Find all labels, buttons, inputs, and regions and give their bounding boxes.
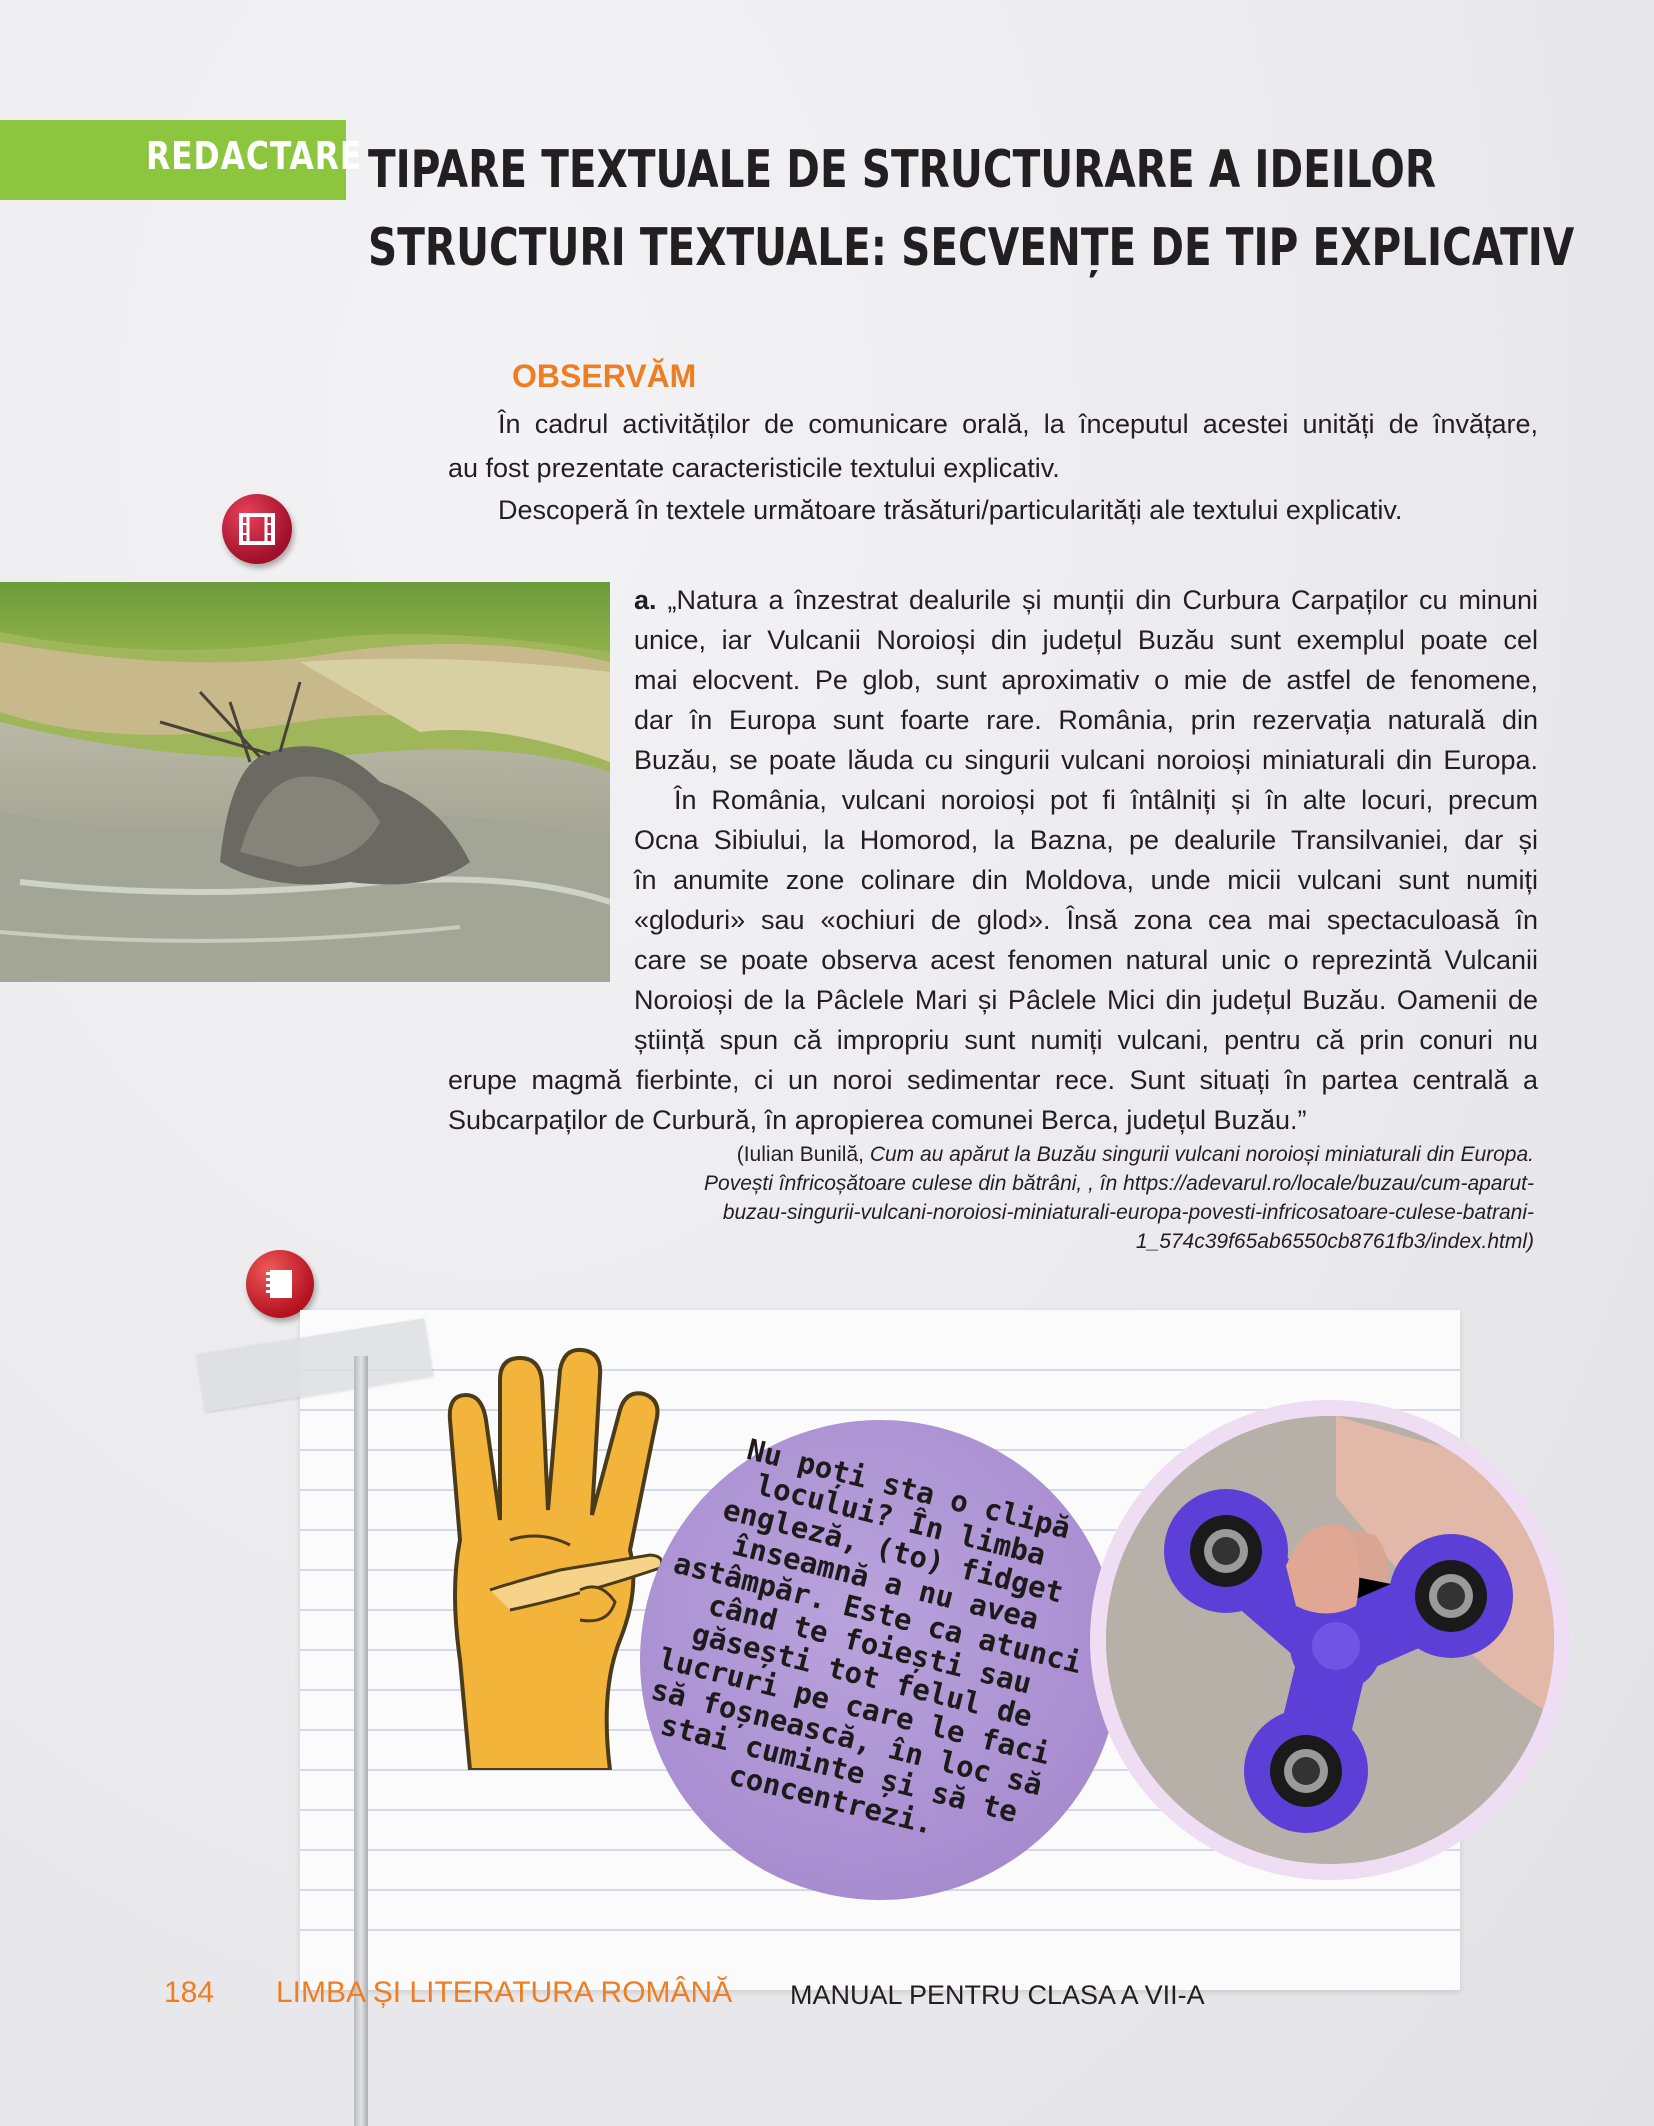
text-a-line-8: în anumite zone colinare din Moldova, unde micii vulcani sunt numiți bbox=[634, 865, 1538, 895]
book-title: LIMBA ȘI LITERATURA ROMÂNĂ bbox=[276, 1976, 733, 2009]
fidget-spinner-photo bbox=[1090, 1400, 1570, 1880]
text-a-line-1-text: „Natura a înzestrat dealurile și munții din Curbura Carpaților cu minuni bbox=[667, 585, 1538, 615]
intro-line-3: Descoperă în textele următoare trăsături/particularități ale textului explicativ. bbox=[498, 495, 1403, 525]
book-subtitle: MANUAL PENTRU CLASA A VII-A bbox=[790, 1980, 1205, 2010]
video-icon[interactable] bbox=[222, 494, 292, 564]
text-a-line-1 bbox=[634, 580, 1538, 620]
citation-url-3[interactable]: 1_574c39f65ab6550cb8761fb3/index.html) bbox=[1135, 1230, 1534, 1253]
intro-line-2: au fost prezentate caracteristicile textului explicativ. bbox=[448, 453, 1060, 483]
margin-pole bbox=[354, 1356, 368, 2126]
citation bbox=[334, 1140, 1534, 1256]
section-tag bbox=[0, 120, 363, 200]
text-a-line-6: În România, vulcani noroioși pot fi întâlniți și în alte locuri, precum bbox=[674, 785, 1538, 815]
text-a-line-14: Subcarpaților de Curbură, în apropierea comunei Berca, județul Buzău.” bbox=[448, 1105, 1307, 1135]
text-a-line-7: Ocna Sibiului, la Homorod, la Bazna, pe dealurile Transilvaniei, dar și bbox=[634, 825, 1538, 855]
text-a-line-13: erupe magmă fierbinte, ci un noroi sedimentar rece. Sunt situați în partea centrală a bbox=[448, 1065, 1538, 1095]
citation-line-4 bbox=[334, 1227, 1534, 1256]
text-a-line-10: care se poate observa acest fenomen natural unic o reprezintă Vulcanii bbox=[634, 945, 1538, 975]
citation-line-3 bbox=[334, 1198, 1534, 1227]
section-heading: OBSERVĂM bbox=[512, 358, 697, 394]
film-icon bbox=[222, 494, 292, 564]
text-a-block bbox=[634, 580, 1538, 1060]
citation-line-1 bbox=[334, 1140, 1534, 1169]
text-a-line-2: unice, iar Vulcanii Noroioși din județul Buzău sunt exemplul poate cel bbox=[634, 625, 1538, 655]
text-a-line-4: dar în Europa sunt foarte rare. România, prin rezervația naturală din bbox=[634, 705, 1538, 735]
citation-title: Cum au apărut la Buzău singurii vulcani noroioși miniaturali din Europa. bbox=[869, 1143, 1534, 1166]
page-number: 184 bbox=[164, 1976, 215, 2009]
citation-url-1[interactable]: Povești înfricoșătoare culese din bătrâni, , în https://adevarul.ro/locale/buzau/cum-aparut- bbox=[704, 1172, 1534, 1195]
text-a-line-12: știință spun că impropriu sunt numiți vulcani, pentru că prin conuri nu bbox=[634, 1025, 1538, 1055]
citation-line-2 bbox=[334, 1169, 1534, 1198]
mud-volcano-photo bbox=[0, 582, 610, 982]
text-a-line-11: Noroioși de la Pâclele Mari și Pâclele Mici din județul Buzău. Oamenii de bbox=[634, 985, 1538, 1015]
text-a-line-9: «gloduri» sau «ochiuri de glod». Însă zona cea mai spectaculoasă în bbox=[634, 905, 1538, 935]
text-a-line-5: Buzău, se poate lăuda cu singurii vulcani noroioși miniaturali din Europa. bbox=[634, 745, 1538, 775]
text-a-line-3: mai elocvent. Pe glob, sunt aproximativ o mie de astfel de fenomene, bbox=[634, 665, 1538, 695]
text-a-label: a. bbox=[634, 585, 657, 615]
bubble-text: Nu poți sta o clipă locului? În limba engleză, (to) fidget înseamnă a nu avea astâmpăr. Este ca atunci când te foiești sau găsești tot felul de lucruri pe care le faci să foșnească, în loc să stai cuminte și să te concentrezi. bbox=[647, 1432, 1086, 1842]
citation-author: (Iulian Bunilă, bbox=[736, 1143, 870, 1166]
book-icon bbox=[246, 1250, 314, 1318]
section-tag-label: REDACTARE bbox=[146, 134, 363, 178]
page-title-line2: STRUCTURI TEXTUALE: SECVENȚE DE TIP EXPLICATIV bbox=[368, 218, 1575, 278]
page-title-line1: TIPARE TEXTUALE DE STRUCTURARE A IDEILOR bbox=[368, 140, 1437, 200]
intro-line-1: În cadrul activităților de comunicare orală, la începutul acestei unități de învățare, bbox=[498, 409, 1538, 439]
notebook-icon[interactable] bbox=[246, 1250, 314, 1318]
citation-url-2[interactable]: buzau-singurii-vulcani-noroiosi-miniaturali-europa-povesti-infricosatoare-culese-batrani- bbox=[722, 1201, 1534, 1224]
